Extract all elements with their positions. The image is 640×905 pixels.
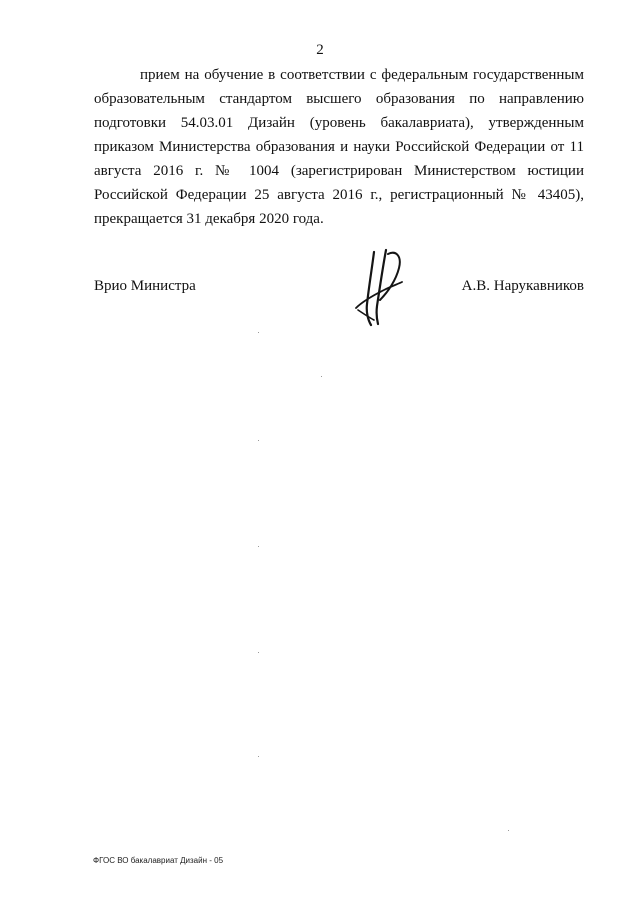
signer-title: Врио Министра [94, 278, 196, 294]
signature-row [94, 276, 584, 300]
signer-name: А.В. Нарукавников [461, 278, 584, 294]
scan-speck [258, 652, 259, 653]
scan-speck [258, 756, 259, 757]
body-paragraph: прием на обучение в соответствии с федеральным государственным образовательным стандартом высшего образования по направлению подготовки 54.03.01 Дизайн (уровень бакалавриата), утвержденным приказом Министерства образования и науки Российской Федерации от 11 августа 2016 г. № 1004 (зарегистрирован Министерством юстиции Российской Федерации 25 августа 2016 г., регистрационный № 43405), прекращается 31 декабря 2020 года. [94, 67, 584, 227]
page-number: 2 [316, 42, 324, 58]
handwritten-signature [350, 246, 410, 328]
scan-speck [321, 376, 322, 377]
scan-speck [258, 546, 259, 547]
scan-speck [258, 440, 259, 441]
scan-speck [258, 332, 259, 333]
scan-speck [508, 830, 509, 831]
footer-note: ФГОС ВО бакалавриат Дизайн - 05 [93, 856, 224, 865]
